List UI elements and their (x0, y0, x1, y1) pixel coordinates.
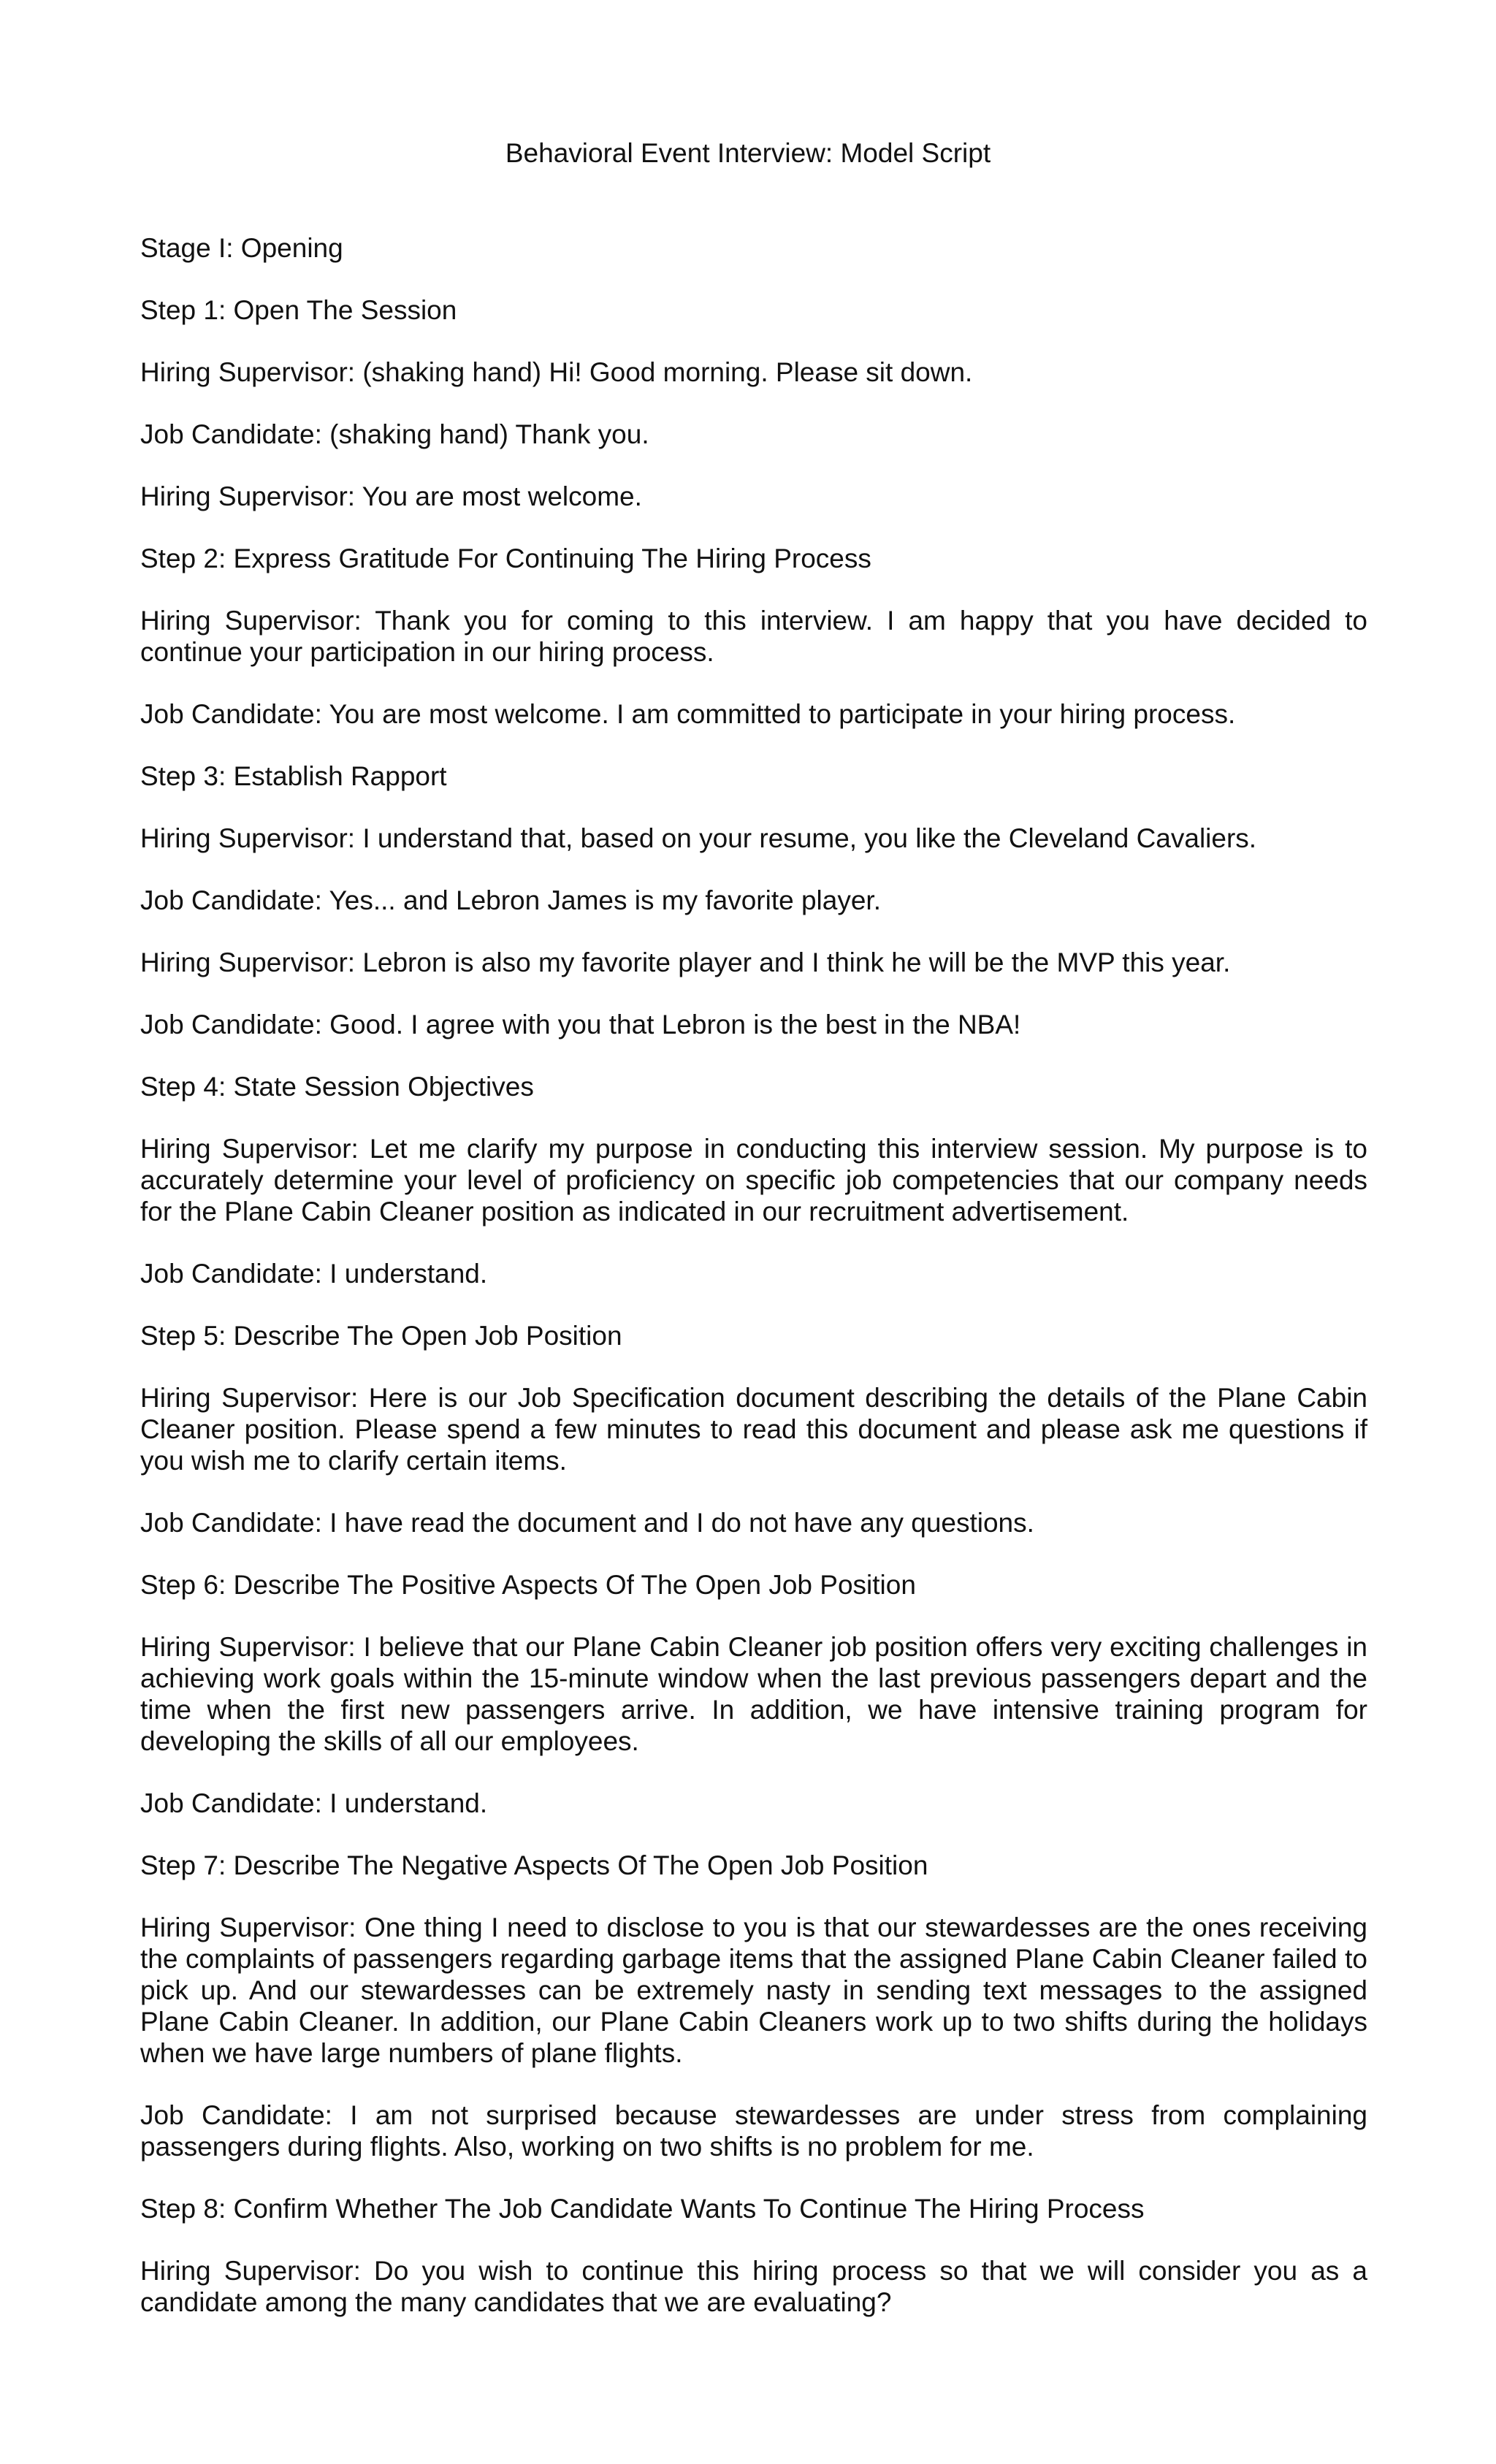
candidate-line: Job Candidate: I understand. (140, 1788, 488, 1818)
supervisor-line: Hiring Supervisor: Do you wish to continue this hiring process so that we will consider you as a candidate among the many candidates that we are evaluating? (140, 2256, 1367, 2317)
document-body (140, 232, 1367, 2349)
candidate-line: Job Candidate: You are most welcome. I am committed to participate in your hiring process. (140, 699, 1236, 729)
candidate-line: Job Candidate: I understand. (140, 1259, 488, 1289)
candidate-line: Job Candidate: Yes... and Lebron James is my favorite player. (140, 885, 881, 915)
candidate-line: Job Candidate: I have read the document and I do not have any questions. (140, 1508, 1034, 1538)
supervisor-line: Hiring Supervisor: I believe that our Plane Cabin Cleaner job position offers very exciting challenges in achieving work goals within the 15-minute window when the last previous passengers depart and the time when the first new passengers arrive. In addition, we have intensive training program for developing the skills of all our employees. (140, 1632, 1367, 1756)
supervisor-line: Hiring Supervisor: (shaking hand) Hi! Good morning. Please sit down. (140, 357, 973, 387)
step-heading: Step 6: Describe The Positive Aspects Of The Open Job Position (140, 1570, 916, 1600)
candidate-line: Job Candidate: I am not surprised because stewardesses are under stress from complaining passengers during flights. Also, working on two shifts is no problem for me. (140, 2100, 1367, 2162)
step-heading: Step 4: State Session Objectives (140, 1072, 534, 1102)
supervisor-line: Hiring Supervisor: I understand that, based on your resume, you like the Cleveland Cavaliers. (140, 823, 1257, 853)
step-heading: Step 2: Express Gratitude For Continuing The Hiring Process (140, 543, 871, 573)
step-heading: Step 1: Open The Session (140, 295, 457, 325)
step-heading: Step 8: Confirm Whether The Job Candidate Wants To Continue The Hiring Process (140, 2194, 1145, 2224)
stage-heading: Stage I: Opening (140, 233, 343, 263)
step-heading: Step 7: Describe The Negative Aspects Of The Open Job Position (140, 1850, 928, 1880)
supervisor-line: Hiring Supervisor: One thing I need to disclose to you is that our stewardesses are the ones receiving the complaints of passengers regarding garbage items that the assigned Plane Cabin Cleaner failed to pick up. And our stewardesses can be extremely nasty in sending text messages to the assigned Plane Cabin Cleaner. In addition, our Plane Cabin Cleaners work up to two shifts during the holidays when we have large numbers of plane flights. (140, 1912, 1367, 2068)
document-title: Behavioral Event Interview: Model Script (505, 138, 991, 168)
candidate-line: Job Candidate: Good. I agree with you that Lebron is the best in the NBA! (140, 1010, 1021, 1040)
supervisor-line: Hiring Supervisor: Lebron is also my favorite player and I think he will be the MVP this year. (140, 947, 1231, 977)
supervisor-line: Hiring Supervisor: Here is our Job Specification document describing the details of the Plane Cabin Cleaner position. Please spend a few minutes to read this document and please ask me questions if you wish me to clarify certain items. (140, 1383, 1367, 1476)
step-heading: Step 3: Establish Rapport (140, 761, 447, 791)
supervisor-line: Hiring Supervisor: Let me clarify my purpose in conducting this interview session. My purpose is to accurately determine your level of proficiency on specific job competencies that our company needs for the Plane Cabin Cleaner position as indicated in our recruitment advertisement. (140, 1134, 1367, 1227)
step-heading: Step 5: Describe The Open Job Position (140, 1321, 622, 1351)
supervisor-line: Hiring Supervisor: Thank you for coming to this interview. I am happy that you have decided to continue your participation in our hiring process. (140, 606, 1367, 667)
candidate-line: Job Candidate: (shaking hand) Thank you. (140, 419, 649, 449)
supervisor-line: Hiring Supervisor: You are most welcome. (140, 481, 642, 511)
